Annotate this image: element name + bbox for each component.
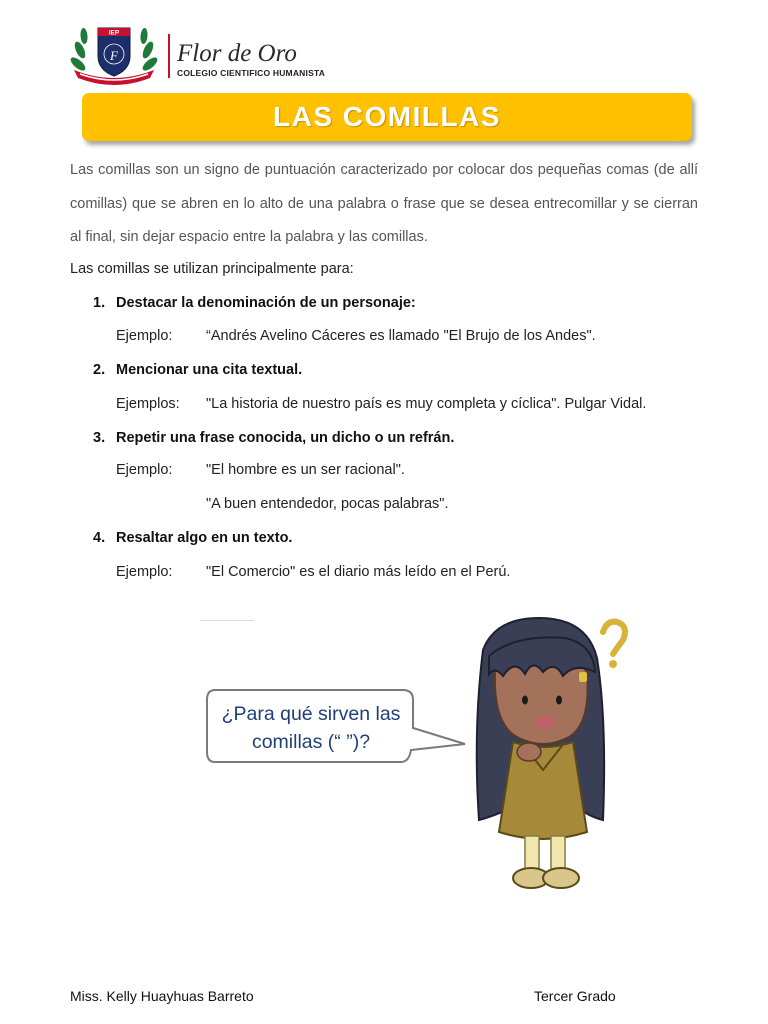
list-item-number: 3. [93,430,106,446]
thinking-girl-icon [455,610,635,920]
example-text: "A buen entendedor, pocas palabras". [206,496,449,512]
footer-teacher: Miss. Kelly Huayhuas Barreto [70,988,254,1004]
intro-paragraph: Las comillas son un signo de puntuación caracterizado por colocar dos pequeñas comas (de allí comillas) que se abren en lo alto de una palabra o frase que se desea entrecomillar y se cierran al final, sin dejar espacio entre la palabra y las comillas. [70,162,698,245]
school-logo [70,20,326,90]
list-item-number: 1. [93,295,106,311]
bubble-line-2: comillas (“ ”)? [251,731,371,753]
example-text: "El Comercio" es el diario más leído en el Perú. [206,564,511,580]
divider [200,620,254,621]
school-name: Flor de Oro [177,40,297,67]
list-item-number: 4. [93,530,106,546]
list-item-heading-text: Repetir una frase conocida, un dicho o un refrán. [116,430,455,446]
crest-text: IEP [108,29,120,37]
list-item-heading-text: Resaltar algo en un texto. [116,530,293,546]
example-label: Ejemplos: [116,396,180,412]
list-item-heading-text: Destacar la denominación de un personaje: [116,295,416,311]
lead-sentence: Las comillas se utilizan principalmente para: [70,261,354,277]
example-text: "La historia de nuestro país es muy completa y cíclica". Pulgar Vidal. [206,396,647,412]
list-item-3-heading [93,430,454,446]
example-text: "El hombre es un ser racional". [206,462,405,478]
example-label: Ejemplo: [116,462,173,478]
list-item-heading-text: Mencionar una cita textual. [116,362,303,378]
speech-bubble-text [210,700,412,756]
list-item-1-heading [93,295,416,311]
bubble-line-1: ¿Para qué sirven las [221,703,401,725]
title-banner [82,93,692,141]
page-title: LAS COMILLAS [273,101,501,132]
example-label: Ejemplo: [116,564,173,580]
list-item-2-heading [93,362,302,378]
school-subtitle: COLEGIO CIENTIFICO HUMANISTA [177,68,326,78]
list-item-4-heading [93,530,292,546]
girl-illustration [455,610,635,920]
example-label: Ejemplo: [116,328,173,344]
example-text: “Andrés Avelino Cáceres es llamado "El Brujo de los Andes". [206,328,596,344]
footer-grade: Tercer Grado [534,988,616,1004]
list-item-number: 2. [93,362,106,378]
svg-text:F: F [110,48,118,63]
